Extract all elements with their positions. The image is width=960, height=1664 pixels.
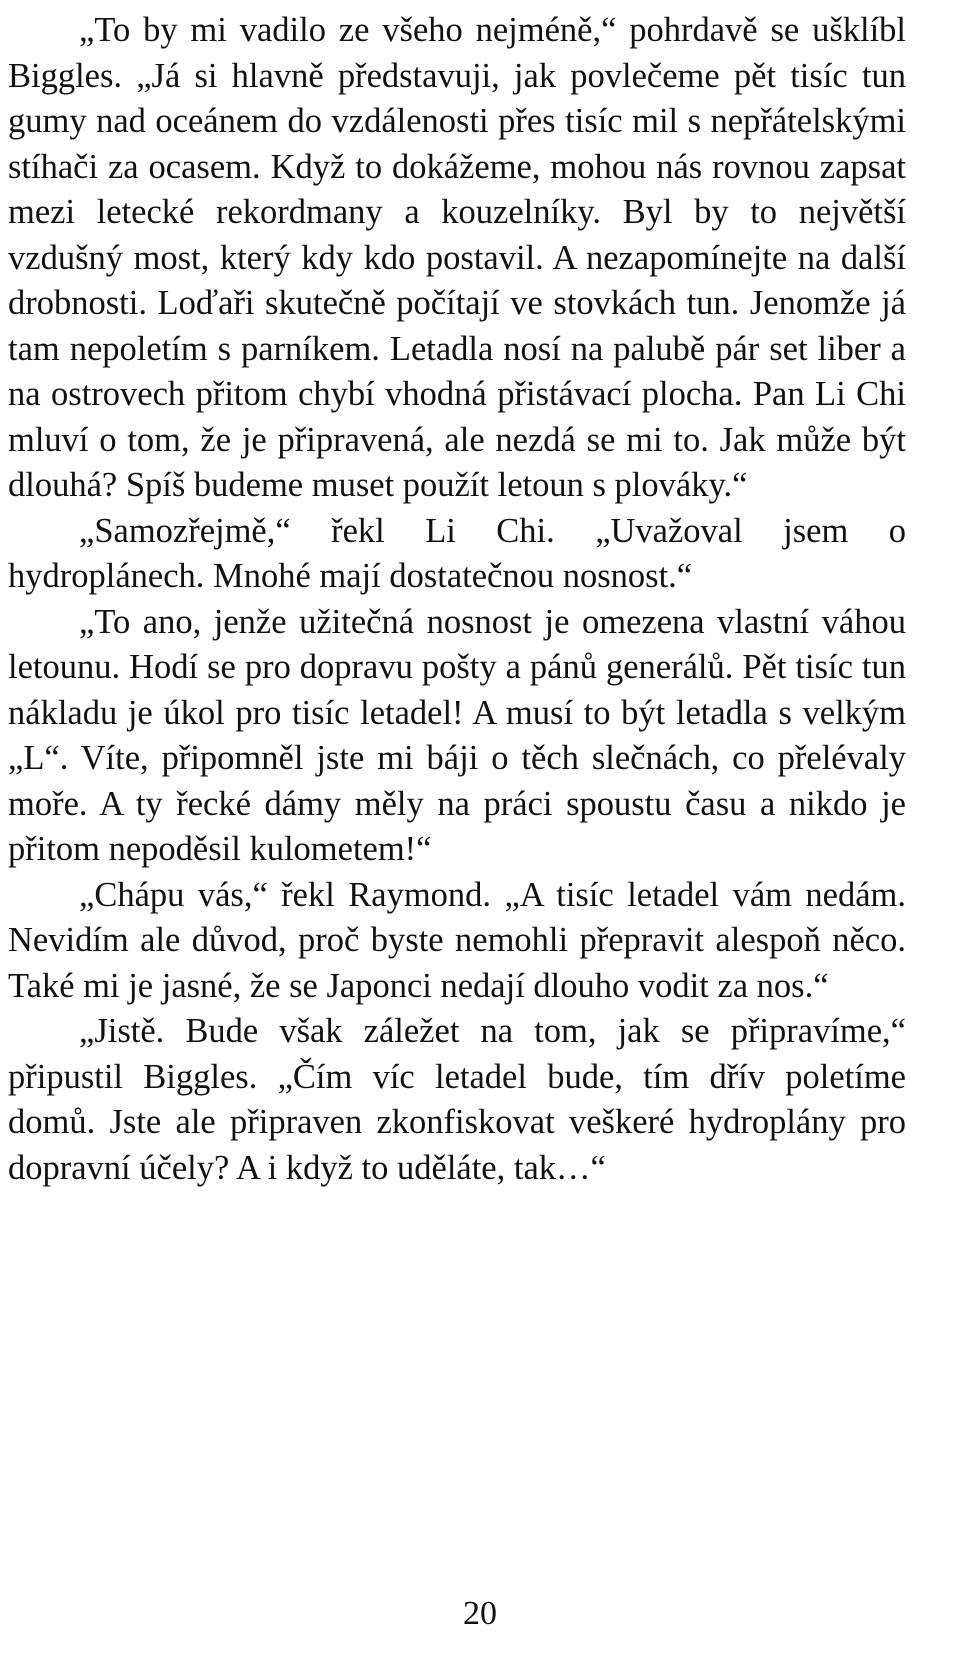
paragraph-4: „Chápu vás,“ řekl Raymond. „A tisíc letadel vám nedám. Nevidím ale důvod, proč byste nemohli přepravit alespoň něco. Také mi je jasné, že se Japonci nedají dlouho vodit za nos.“ [8, 875, 906, 1005]
paragraph-1: „To by mi vadilo ze všeho nejméně,“ pohrdavě se ušklíbl Biggles. „Já si hlavně představuji, jak povlečeme pět tisíc tun gumy nad oceánem do vzdálenosti přes tisíc mil s nepřátelskými stíhači za ocasem. Když to dokážeme, mohou nás rovnou zapsat mezi letecké rekordmany a kouzelníky. Byl by to největší vzdušný most, který kdy kdo postavil. A nezapomínejte na další drobnosti. Loďaři skutečně počítají ve stovkách tun. Jenomže já tam nepoletím s parníkem. Letadla nosí na palubě pár set liber a na ostrovech přitom chybí vhodná přistávací plocha. Pan Li Chi mluví o tom, že je připravená, ale nezdá se mi to. Jak může být dlouhá? Spíš budeme muset použít letoun s plováky.“ [8, 11, 906, 504]
page-number: 20 [463, 1595, 497, 1632]
paragraph-3: „To ano, jenže užitečná nosnost je omezena vlastní váhou letounu. Hodí se pro dopravu pošty a pánů generálů. Pět tisíc tun nákladu je úkol pro tisíc letadel! A musí to být letadla s velkým „L“. Víte, připomněl jste mi báji o těch slečnách, co přelévaly moře. A ty řecké dámy měly na práci spoustu času a nikdo je přitom nepoděsil kulometem!“ [8, 602, 906, 868]
paragraph-2: „Samozřejmě,“ řekl Li Chi. „Uvažoval jsem o hydroplánech. Mnohé mají dostatečnou nosnost.“ [8, 511, 906, 595]
paragraph-5: „Jistě. Bude však záležet na tom, jak se připravíme,“ připustil Biggles. „Čím víc letadel bude, tím dřív poletíme domů. Jste ale připraven zkonfiskovat veškeré hydroplány pro dopravní účely? A i když to uděláte, tak…“ [8, 1012, 906, 1187]
body-text [8, 8, 906, 1191]
